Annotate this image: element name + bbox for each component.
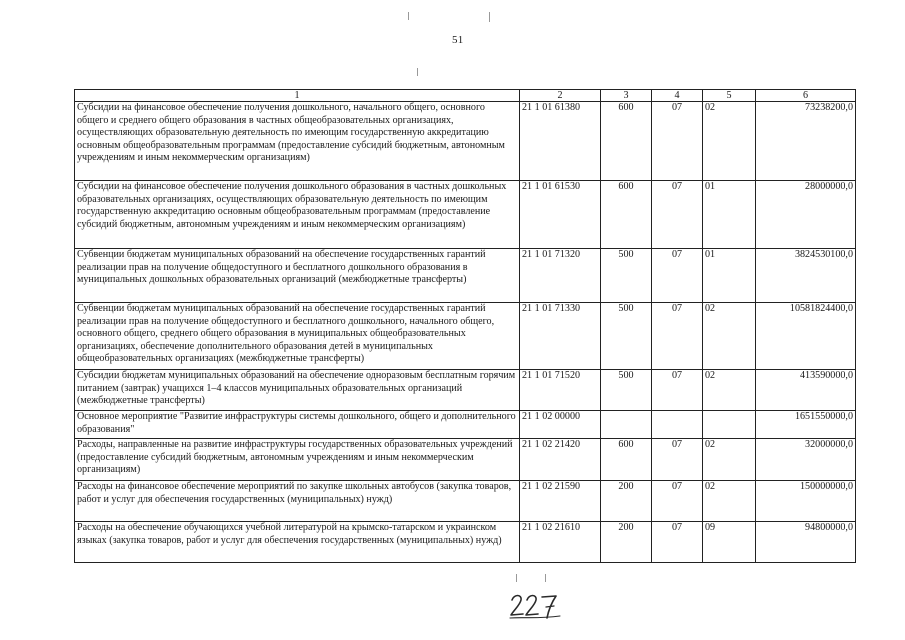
table-row (75, 181, 856, 249)
row-amount: 73238200,0 (756, 102, 856, 181)
row-description: Субсидии на финансовое обеспечение получения дошкольного образования в частных дошкольных образовательных организациях, осуществляющих образовательную деятельность по имеющим государственную аккредитацию основным общеобразовательным программам (предоставление субсидий бюджетным, автономным учреждениям и иным некоммерческим организациям) (75, 181, 520, 249)
scan-speck (489, 12, 490, 22)
row-target-code: 21 1 01 61530 (520, 181, 601, 249)
row-description: Субсидии на финансовое обеспечение получения дошкольного, начального общего, основного общего и среднего общего образования в частных общеобразовательных организациях, осуществляющих образовательную деятельность по имеющим государственную аккредитацию основным общеобразовательным программам (предоставление субсидий бюджетным, автономным учреждениям и иным некоммерческим организациям) (75, 102, 520, 181)
row-target-code: 21 1 01 71320 (520, 249, 601, 303)
scan-speck (408, 12, 409, 20)
row-description: Основное мероприятие "Развитие инфраструктуры системы дошкольного, общего и дополнительного образования" (75, 411, 520, 439)
scan-speck (516, 574, 517, 582)
row-expense-type: 500 (601, 370, 652, 411)
row-subsection: 01 (703, 181, 756, 249)
handwritten-page-number (508, 590, 568, 620)
row-subsection: 02 (703, 370, 756, 411)
row-target-code: 21 1 01 61380 (520, 102, 601, 181)
row-expense-type: 500 (601, 249, 652, 303)
header-cell-3: 3 (601, 90, 652, 102)
row-subsection: 01 (703, 249, 756, 303)
row-amount: 28000000,0 (756, 181, 856, 249)
row-section: 07 (652, 439, 703, 481)
row-target-code: 21 1 02 21420 (520, 439, 601, 481)
table-row (75, 370, 856, 411)
row-description: Субвенции бюджетам муниципальных образований на обеспечение государственных гарантий реализации прав на получение общедоступного и бесплатного дошкольного образования в муниципальных дошкольных образовательных организаций (межбюджетные трансферты) (75, 249, 520, 303)
row-target-code: 21 1 02 21590 (520, 481, 601, 522)
row-section: 07 (652, 522, 703, 563)
budget-table (74, 89, 856, 563)
row-amount: 94800000,0 (756, 522, 856, 563)
header-cell-5: 5 (703, 90, 756, 102)
table-row (75, 102, 856, 181)
row-amount: 1651550000,0 (756, 411, 856, 439)
table-header-row (75, 90, 856, 102)
table-row (75, 439, 856, 481)
row-description: Расходы на финансовое обеспечение мероприятий по закупке школьных автобусов (закупка товаров, работ и услуг для обеспечения государственных (муниципальных) нужд) (75, 481, 520, 522)
table-row (75, 249, 856, 303)
row-section: 07 (652, 102, 703, 181)
table-row (75, 303, 856, 370)
row-section (652, 411, 703, 439)
row-subsection: 02 (703, 303, 756, 370)
table-row (75, 411, 856, 439)
row-expense-type: 600 (601, 439, 652, 481)
row-expense-type: 200 (601, 481, 652, 522)
header-cell-4: 4 (652, 90, 703, 102)
row-amount: 3824530100,0 (756, 249, 856, 303)
header-cell-1: 1 (75, 90, 520, 102)
row-target-code: 21 1 02 21610 (520, 522, 601, 563)
row-expense-type: 200 (601, 522, 652, 563)
scan-speck (545, 574, 546, 582)
row-description: Расходы, направленные на развитие инфраструктуры государственных образовательных учреждений (предоставление субсидий бюджетным, автономным учреждениям и иным некоммерческим организациям) (75, 439, 520, 481)
row-amount: 150000000,0 (756, 481, 856, 522)
row-description: Субвенции бюджетам муниципальных образований на обеспечение государственных гарантий реализации прав на получение общедоступного и бесплатного дошкольного, начального общего, основного общего, среднего общего образования в муниципальных общеобразовательных организациях, обеспечение дополнительного образования детей в муниципальных общеобразовательных организациях (межбюджетные трансферты) (75, 303, 520, 370)
row-section: 07 (652, 181, 703, 249)
row-section: 07 (652, 370, 703, 411)
row-subsection: 09 (703, 522, 756, 563)
row-expense-type: 600 (601, 181, 652, 249)
row-expense-type: 500 (601, 303, 652, 370)
row-subsection: 02 (703, 439, 756, 481)
table-row (75, 481, 856, 522)
row-subsection: 02 (703, 102, 756, 181)
row-section: 07 (652, 481, 703, 522)
row-expense-type: 600 (601, 102, 652, 181)
header-cell-2: 2 (520, 90, 601, 102)
header-cell-6: 6 (756, 90, 856, 102)
row-description: Субсидии бюджетам муниципальных образований на обеспечение одноразовым бесплатным горячим питанием (завтрак) учащихся 1–4 классов муниципальных образовательных организаций (межбюджетные трансферты) (75, 370, 520, 411)
page-number: 51 (452, 34, 464, 46)
row-amount: 413590000,0 (756, 370, 856, 411)
row-subsection (703, 411, 756, 439)
row-amount: 10581824400,0 (756, 303, 856, 370)
row-expense-type (601, 411, 652, 439)
row-amount: 32000000,0 (756, 439, 856, 481)
table-row (75, 522, 856, 563)
row-section: 07 (652, 249, 703, 303)
row-target-code: 21 1 02 00000 (520, 411, 601, 439)
row-subsection: 02 (703, 481, 756, 522)
row-target-code: 21 1 01 71330 (520, 303, 601, 370)
row-target-code: 21 1 01 71520 (520, 370, 601, 411)
row-description: Расходы на обеспечение обучающихся учебной литературой на крымско-татарском и украинском языках (закупка товаров, работ и услуг для обеспечения государственных (муниципальных) нужд) (75, 522, 520, 563)
row-section: 07 (652, 303, 703, 370)
scan-speck (417, 68, 418, 76)
